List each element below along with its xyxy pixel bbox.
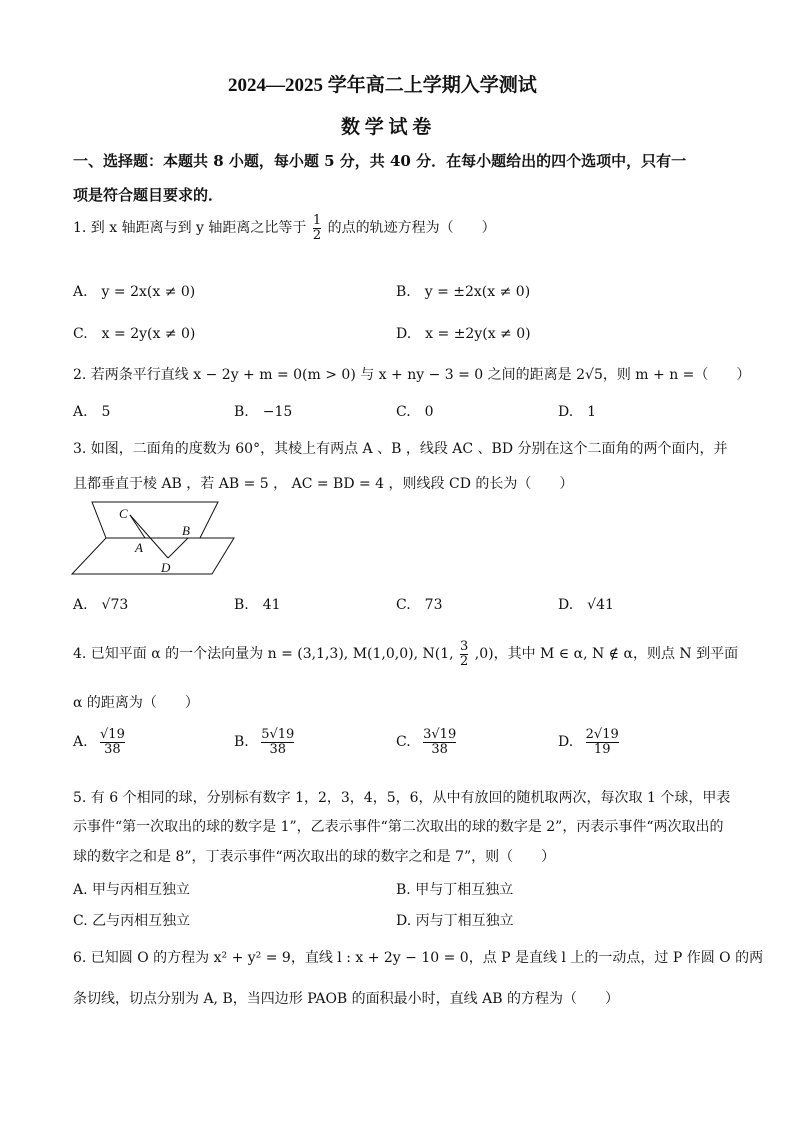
question-2-stem: 2. 若两条平行直线 x − 2y + m = 0(m > 0) 与 x + ny − 3 = 0 之间的距离是 2√5，则 m + n =（ ） — [73, 367, 751, 383]
section-heading-line-1: 一、选择题：本题共 8 小题，每小题 5 分，共 40 分．在每小题给出的四个选项中，只有一 — [73, 152, 687, 170]
page-title: 2024—2025 学年高二上学期入学测试 — [228, 75, 537, 96]
question-3-option-d[interactable]: D. √41 — [558, 597, 614, 613]
question-2-option-b[interactable]: B. −15 — [234, 404, 293, 420]
question-4-option-d[interactable]: D. $\frac{2√19}{19}$ — [558, 727, 619, 757]
question-2-option-c[interactable]: C. 0 — [396, 404, 434, 420]
fraction-one-half: $\frac{1}{2}$ — [312, 213, 322, 243]
segment-ca — [130, 515, 145, 538]
question-6-stem-line-2: 条切线，切点分别为 A, B，当四边形 PAOB 的面积最小时，直线 AB 的方程为（ ） — [73, 991, 619, 1007]
question-6-stem-line-1: 6. 已知圆 O 的方程为 x² + y² = 9，直线 l : x + 2y − 10 = 0，点 P 是直线 l 上的一动点，过 P 作圆 O 的两 — [73, 950, 764, 966]
question-4-option-b[interactable]: B. $\frac{5√19}{38}$ — [234, 727, 295, 757]
question-1-option-c[interactable]: C. x = 2y(x ≠ 0) — [73, 326, 196, 342]
question-5-option-a[interactable]: A. 甲与丙相互独立 — [73, 882, 191, 898]
question-1-stem: 1. 到 x 轴距离与到 y 轴距离之比等于 $\frac{1}{2}$ 的点的轨迹方程为（ ） — [73, 213, 496, 243]
question-5-option-c[interactable]: C. 乙与丙相互独立 — [73, 913, 191, 929]
question-5-stem-line-3: 球的数字之和是 8”，丁表示事件“两次取出的球的数字之和是 7”，则（ ） — [73, 849, 556, 865]
question-3-option-c[interactable]: C. 73 — [396, 597, 443, 613]
question-3-stem-line-1: 3. 如图，二面角的度数为 60°，其棱上有两点 A 、B ，线段 AC 、BD 分别在这个二面角的两个面内，并 — [73, 441, 728, 457]
question-2-option-d[interactable]: D. 1 — [558, 404, 597, 420]
question-2-option-a[interactable]: A. 5 — [73, 404, 111, 420]
question-1-option-d[interactable]: D. x = ±2y(x ≠ 0) — [396, 326, 531, 342]
figure-label-b: B — [182, 523, 190, 538]
question-1-option-b[interactable]: B. y = ±2x(x ≠ 0) — [396, 284, 531, 300]
question-4-option-c[interactable]: C. $\frac{3√19}{38}$ — [396, 727, 457, 757]
page-subtitle: 数 学 试 卷 — [341, 117, 432, 138]
segment-bd — [168, 538, 188, 558]
question-4-option-a[interactable]: A. $\frac{√19}{38}$ — [73, 727, 125, 757]
question-4-stem-line-1: 4. 已知平面 α 的一个法向量为 n = (3,1,3), M(1,0,0), N(1, $\frac{3}{2}$ ,0)，其中 M ∈ α, N ∉ α，则点 N 到平面 — [73, 639, 739, 669]
question-5-option-b[interactable]: B. 甲与丁相互独立 — [396, 882, 514, 898]
question-3-option-b[interactable]: B. 41 — [234, 597, 281, 613]
question-4-stem-line-2: α 的距离为（ ） — [73, 695, 199, 711]
question-5-stem-line-1: 5. 有 6 个相同的球，分别标有数字 1，2，3，4，5，6，从中有放回的随机取两次，每次取 1 个球，甲表 — [73, 790, 731, 806]
fraction-three-halves: $\frac{3}{2}$ — [460, 639, 469, 669]
question-1-option-a[interactable]: A. y = 2x(x ≠ 0) — [73, 284, 196, 300]
lower-plane — [72, 538, 234, 574]
question-5-stem-line-2: 示事件“第一次取出的球的数字是 1”，乙表示事件“第二次取出的球的数字是 2”，丙表示事件“两次取出的 — [73, 819, 724, 835]
figure-label-a: A — [135, 540, 143, 555]
figure-label-c: C — [119, 506, 128, 521]
question-3-option-a[interactable]: A. √73 — [73, 597, 129, 613]
upper-plane — [92, 502, 218, 538]
section-heading-line-2: 项是符合题目要求的． — [73, 186, 224, 204]
dihedral-angle-figure — [70, 500, 235, 580]
question-3-stem-line-2: 且都垂直于棱 AB ，若 AB = 5 ， AC = BD = 4 ，则线段 CD 的长为（ ） — [73, 476, 574, 492]
question-5-option-d[interactable]: D. 丙与丁相互独立 — [396, 913, 514, 929]
figure-label-d: D — [161, 560, 171, 575]
